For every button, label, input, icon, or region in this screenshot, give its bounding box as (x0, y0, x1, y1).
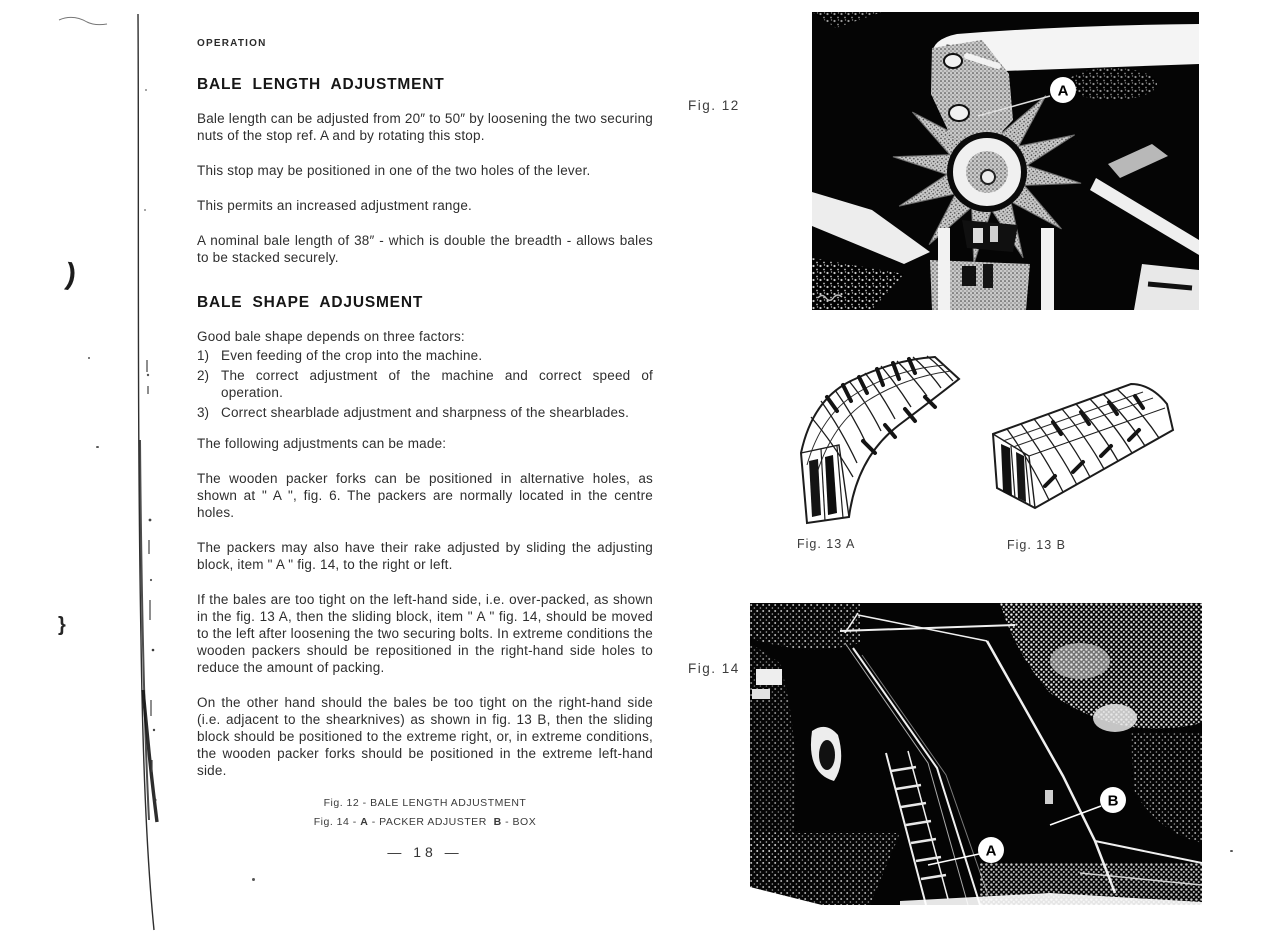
fig12-marker-a: A (1057, 82, 1069, 100)
fig13b-label: Fig. 13 B (1007, 538, 1067, 552)
paragraph: The following adjustments can be made: (197, 436, 447, 451)
paragraph: The wooden packer forks can be positioned in alternative holes, as shown at " A ", fig. 6. The packers are normally located in the centre holes. (197, 471, 653, 520)
scan-edge-artifact (118, 0, 164, 935)
fig14-photo (750, 603, 1202, 905)
scan-mark-top (55, 12, 115, 32)
page-number: — 18 — (387, 844, 463, 860)
caption-text: - BOX (501, 816, 537, 828)
list-marker: 3) (197, 405, 210, 420)
paragraph: On the other hand should the bales be too tight on the right-hand side (i.e. adjacent to the shearknives) as shown in fig. 13 B, then the sliding block should be positioned to the extreme right, or, in extreme conditions, the wooden packer forks should be positioned in the extreme left-hand side. (197, 695, 653, 778)
list-item (197, 367, 653, 401)
fig12-photo (812, 12, 1199, 310)
caption-text: Fig. 14 - (313, 816, 361, 828)
text-column (197, 38, 653, 860)
paragraph: This permits an increased adjustment range. (197, 198, 472, 213)
list-marker: 2) (197, 368, 210, 383)
scan-mark-paren: ) (63, 257, 79, 292)
caption-fig14 (197, 816, 653, 828)
paragraph: If the bales are too tight on the left-hand side, i.e. over-packed, as shown in the fig. 13 A, then the sliding block, item " A " fig. 14, should be moved to the left after loosening the two securing bolts. In extreme conditions the wooden packers should be repositioned in the right-hand side holes to reduce the amount of packing. (197, 592, 653, 675)
scan-speck (96, 446, 99, 448)
list-text: Correct shearblade adjustment and sharpness of the shearblades. (221, 405, 630, 420)
paragraph: A nominal bale length of 38″ - which is double the breadth - allows bales to be stacked securely. (197, 233, 653, 265)
fig13a-label: Fig. 13 A (797, 537, 856, 551)
scan-speck (1230, 850, 1233, 852)
list-text: The correct adjustment of the machine and correct speed of operation. (221, 368, 653, 400)
caption-text: - PACKER ADJUSTER (368, 816, 491, 828)
fig14-marker-a: A (985, 842, 997, 860)
list-item (197, 404, 653, 421)
scan-speck (252, 878, 255, 881)
section-heading-bale-shape: BALE SHAPE ADJUSMENT (197, 294, 424, 311)
scan-speck (88, 357, 90, 359)
figure-captions (197, 797, 653, 828)
fig12-label: Fig. 12 (688, 98, 740, 113)
fig14-marker-b: B (1107, 792, 1119, 810)
section-heading-bale-length: BALE LENGTH ADJUSTMENT (197, 76, 445, 93)
factor-list (197, 347, 653, 421)
list-text: Even feeding of the crop into the machine. (221, 348, 483, 363)
paragraph: Bale length can be adjusted from 20″ to 50″ by loosening the two securing nuts of the stop ref. A and by rotating this stop. (197, 111, 653, 143)
list-marker: 1) (197, 348, 210, 363)
scan-mark-brace: } (58, 614, 66, 636)
caption-ref-a: A (360, 816, 369, 828)
paragraph: This stop may be positioned in one of the two holes of the lever. (197, 163, 591, 178)
paragraph: The packers may also have their rake adjusted by sliding the adjusting block, item " A " fig. 14, to the right or left. (197, 540, 653, 572)
running-header: OPERATION (197, 38, 267, 49)
fig13b-drawing (983, 368, 1183, 528)
caption-fig12: Fig. 12 - BALE LENGTH ADJUSTMENT (323, 797, 527, 809)
fig13a-drawing (793, 345, 968, 531)
fig14-label: Fig. 14 (688, 661, 740, 676)
list-item (197, 347, 653, 364)
caption-ref-b: B (493, 816, 502, 828)
paragraph: Good bale shape depends on three factors: (197, 329, 465, 344)
